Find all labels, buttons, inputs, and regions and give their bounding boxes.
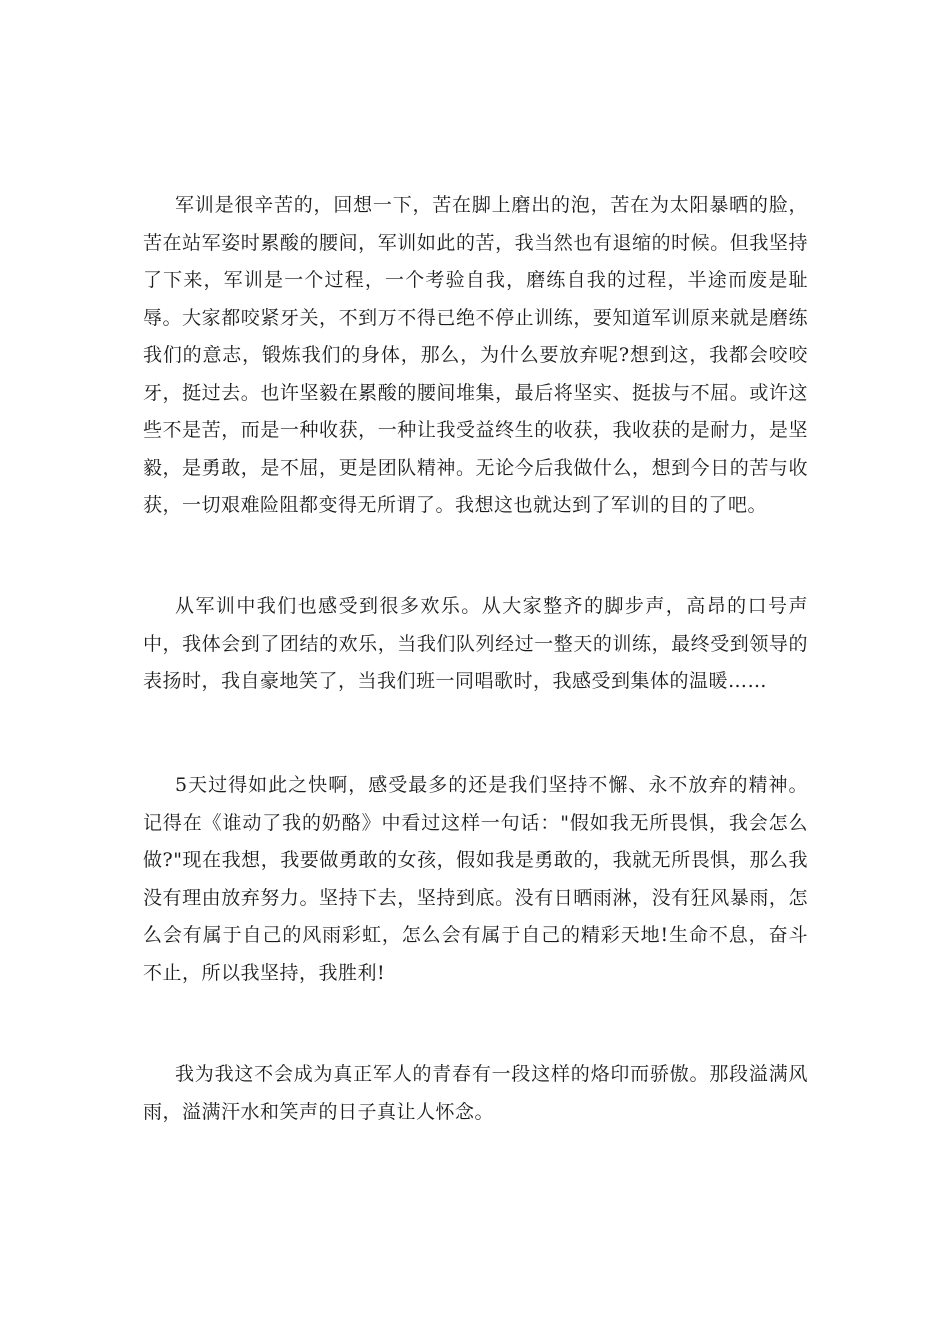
paragraph-military-training-hardship: 军训是很辛苦的，回想一下，苦在脚上磨出的泡，苦在为太阳暴晒的脸，苦在站军姿时累酸的腰间，军训如此的苦，我当然也有退缩的时候。但我坚持了下来，军训是一个过程，一个考验自我，磨练自我的过程，半途而废是耻辱。大家都咬紧牙关，不到万不得已绝不停止训练，要知道军训原来就是磨练我们的意志，锻炼我们的身体，那么，为什么要放弃呢?想到这，我都会咬咬牙，挺过去。也许坚毅在累酸的腰间堆集，最后将坚实、挺拔与不屈。或许这些不是苦，而是一种收获，一种让我受益终生的收获，我收获的是耐力，是坚毅，是勇敢，是不屈，更是团队精神。无论今后我做什么，想到今日的苦与收获，一切艰难险阻都变得无所谓了。我想这也就达到了军训的目的了吧。 (143, 194, 808, 516)
paragraph-perseverance: 5天过得如此之快啊，感受最多的还是我们坚持不懈、永不放弃的精神。记得在《谁动了我的奶酪》中看过这样一句话："假如我无所畏惧，我会怎么做?"现在我想，我要做勇敢的女孩，假如我是勇敢的，我就无所畏惧，那么我没有理由放弃努力。坚持下去，坚持到底。没有日晒雨淋，没有狂风暴雨，怎么会有属于自己的风雨彩虹，怎么会有属于自己的精彩天地!生命不息，奋斗不止，所以我坚持，我胜利! (143, 774, 808, 984)
paragraph-conclusion: 我为我这不会成为真正军人的青春有一段这样的烙印而骄傲。那段溢满风雨，溢满汗水和笑声的日子真让人怀念。 (143, 1063, 808, 1123)
paragraph-training-joy: 从军训中我们也感受到很多欢乐。从大家整齐的脚步声，高昂的口号声中，我体会到了团结的欢乐，当我们队列经过一整天的训练，最终受到领导的表扬时，我自豪地笑了，当我们班一同唱歌时，我感受到集体的温暖…… (143, 595, 808, 692)
